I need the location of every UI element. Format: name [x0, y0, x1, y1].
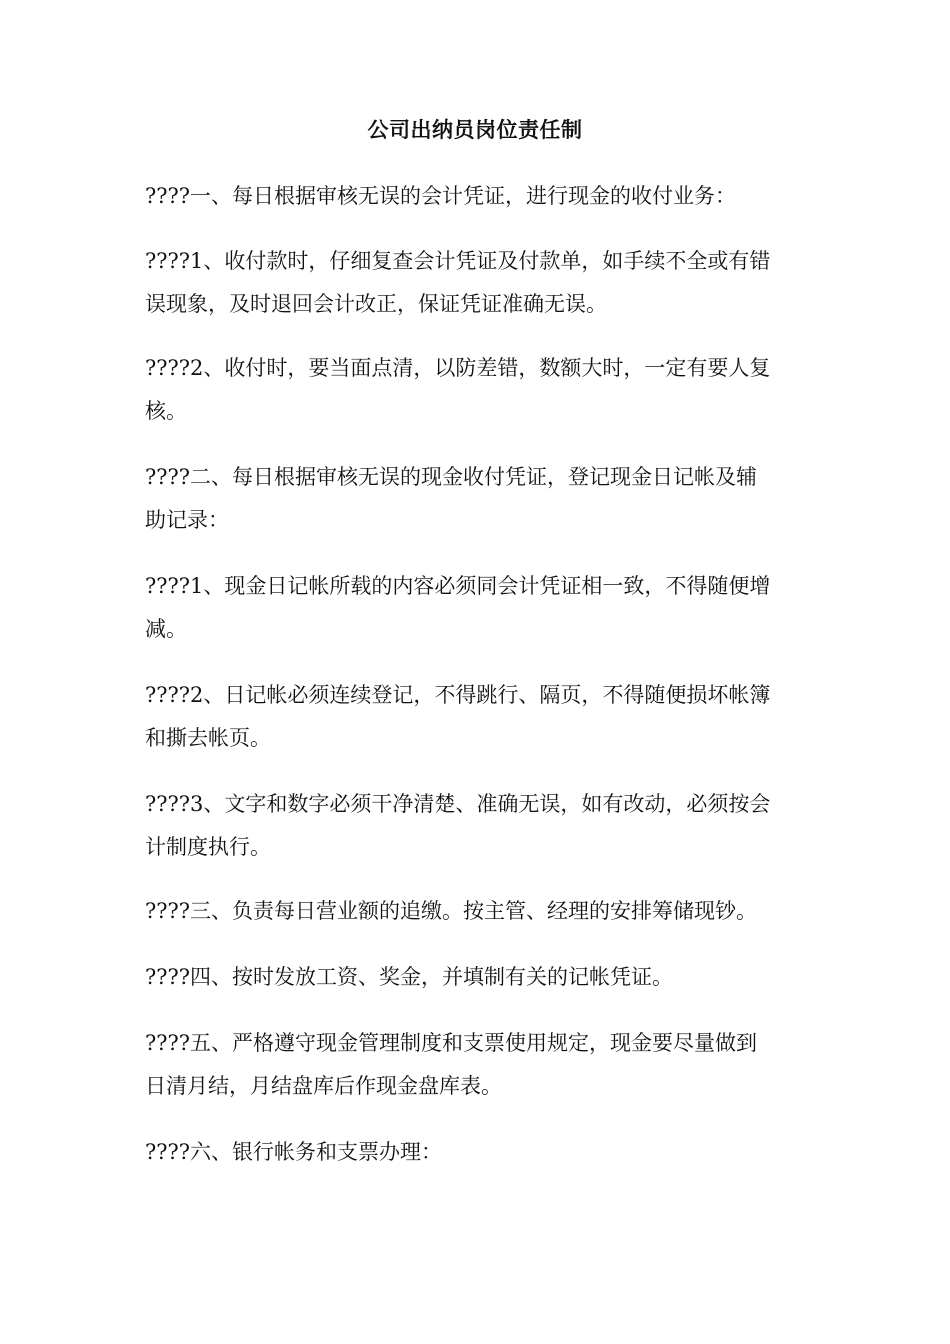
paragraph-3	[145, 347, 815, 433]
paragraph-line: 日清月结，月结盘库后作现金盘库表。	[145, 1074, 502, 1098]
paragraph-10	[145, 1022, 815, 1108]
paragraph-line: 计制度执行。	[145, 835, 271, 859]
paragraph-6	[145, 674, 815, 760]
paragraph-line: ????一、每日根据审核无误的会计凭证，进行现金的收付业务：	[145, 184, 737, 208]
paragraph-2	[145, 240, 815, 326]
paragraph-line: 助记录：	[145, 508, 229, 532]
paragraph-line: ????二、每日根据审核无误的现金收付凭证，登记现金日记帐及辅	[145, 465, 758, 489]
paragraph-4	[145, 456, 815, 542]
paragraph-9	[145, 956, 815, 999]
paragraph-line: 误现象，及时退回会计改正，保证凭证准确无误。	[145, 292, 607, 316]
paragraph-5	[145, 565, 815, 651]
document-title: 公司出纳员岗位责任制	[367, 117, 583, 142]
paragraph-line: 和撕去帐页。	[145, 726, 271, 750]
paragraph-line: 减。	[145, 617, 187, 641]
paragraph-line: ????1、现金日记帐所载的内容必须同会计凭证相一致，不得随便增	[145, 574, 771, 598]
paragraph-7	[145, 783, 815, 869]
paragraph-line: ????2、日记帐必须连续登记，不得跳行、隔页，不得随便损坏帐簿	[145, 683, 771, 707]
paragraph-line: ????六、银行帐务和支票办理：	[145, 1140, 443, 1164]
paragraph-line: ????五、严格遵守现金管理制度和支票使用规定，现金要尽量做到	[145, 1031, 758, 1055]
paragraph-line: 核。	[145, 399, 187, 423]
paragraph-line: ????2、收付时，要当面点清，以防差错，数额大时，一定有要人复	[145, 356, 771, 380]
paragraph-1	[145, 175, 815, 218]
paragraph-line: ????四、按时发放工资、奖金，并填制有关的记帐凭证。	[145, 965, 674, 989]
paragraph-8	[145, 890, 815, 933]
paragraph-line: ????三、负责每日营业额的追缴。按主管、经理的安排筹储现钞。	[145, 899, 758, 923]
paragraph-line: ????1、收付款时，仔细复查会计凭证及付款单，如手续不全或有错	[145, 249, 771, 273]
paragraph-line: ????3、文字和数字必须干净清楚、准确无误，如有改动，必须按会	[145, 792, 771, 816]
paragraph-11	[145, 1131, 815, 1174]
